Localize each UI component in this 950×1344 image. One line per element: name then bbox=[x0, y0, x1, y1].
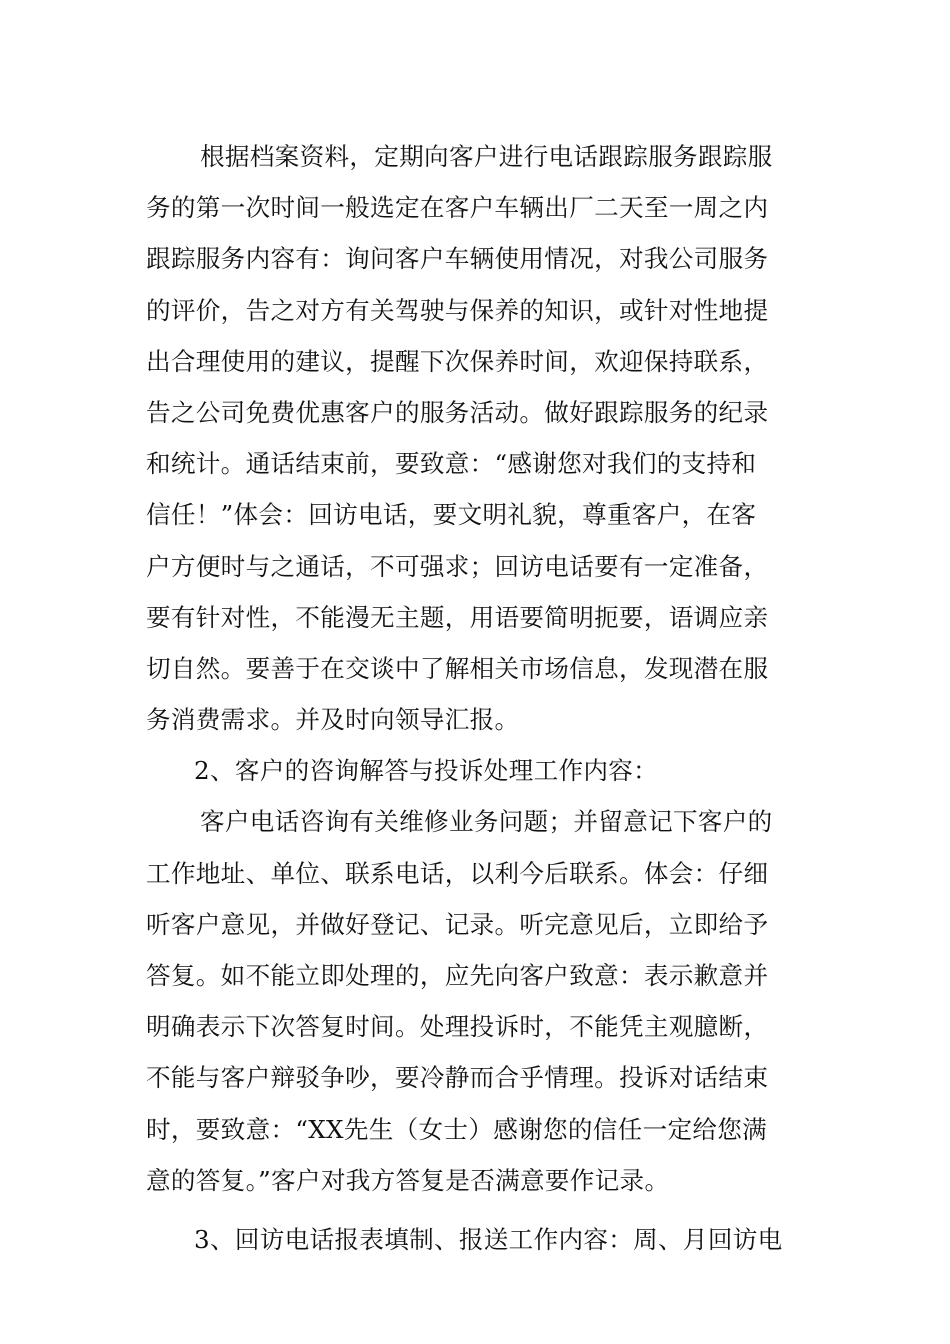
paragraph-line: 出合理使用的建议，提醒下次保养时间，欢迎保持联系， bbox=[146, 346, 769, 376]
paragraph-line: 根据档案资料，定期向客户进行电话跟踪服务跟踪服 bbox=[200, 142, 773, 171]
paragraph-line: 户方便时与之通话，不可强求；回访电话要有一定准备， bbox=[146, 551, 769, 581]
paragraph-line: 工作地址、单位、联系电话，以利今后联系。体会：仔细 bbox=[146, 858, 769, 888]
paragraph-line: 要有针对性，不能漫无主题，用语要简明扼要，语调应亲 bbox=[146, 602, 769, 632]
paragraph-line: 答复。如不能立即处理的，应先向客户致意：表示歉意并 bbox=[146, 961, 769, 990]
paragraph-line: 客户电话咨询有关维修业务问题；并留意记下客户的 bbox=[200, 807, 773, 837]
paragraph-line: 和统计。通话结束前，要致意：“感谢您对我们的支持和 bbox=[146, 449, 757, 479]
paragraph-line: 切自然。要善于在交谈中了解相关市场信息，发现潜在服 bbox=[146, 653, 769, 683]
paragraph-gap bbox=[146, 1206, 810, 1214]
section-heading: 2、客户的咨询解答与投诉处理工作内容： bbox=[194, 756, 659, 786]
paragraph-line: 告之公司免费优惠客户的服务活动。做好跟踪服务的纪录 bbox=[146, 397, 769, 427]
paragraph-line: 不能与客户辩驳争吵，要冷静而合乎情理。投诉对话结束 bbox=[146, 1063, 769, 1093]
paragraph-line: 信任！”体会：回访电话，要文明礼貌，尊重客户，在客 bbox=[146, 500, 757, 530]
paragraph-line: 明确表示下次答复时间。处理投诉时，不能凭主观臆断， bbox=[146, 1012, 769, 1042]
paragraph-line: 务的第一次时间一般选定在客户车辆出厂二天至一周之内 bbox=[146, 193, 769, 223]
section-heading: 3、回访电话报表填制、报送工作内容：周、月回访电 bbox=[194, 1224, 783, 1254]
body-text bbox=[146, 131, 810, 1265]
paragraph-line: 意的答复。”客户对我方答复是否满意要作记录。 bbox=[146, 1165, 670, 1195]
paragraph-line: 的评价，告之对方有关驾驶与保养的知识，或针对性地提 bbox=[146, 295, 769, 325]
paragraph-line: 跟踪服务内容有：询问客户车辆使用情况，对我公司服务 bbox=[146, 244, 769, 274]
paragraph-line: 时，要致意：“XX先生（女士）感谢您的信任一定给您满 bbox=[146, 1114, 768, 1144]
paragraph-line: 听客户意见，并做好登记、记录。听完意见后，立即给予 bbox=[146, 909, 769, 939]
paragraph-line: 务消费需求。并及时向领导汇报。 bbox=[146, 705, 520, 735]
